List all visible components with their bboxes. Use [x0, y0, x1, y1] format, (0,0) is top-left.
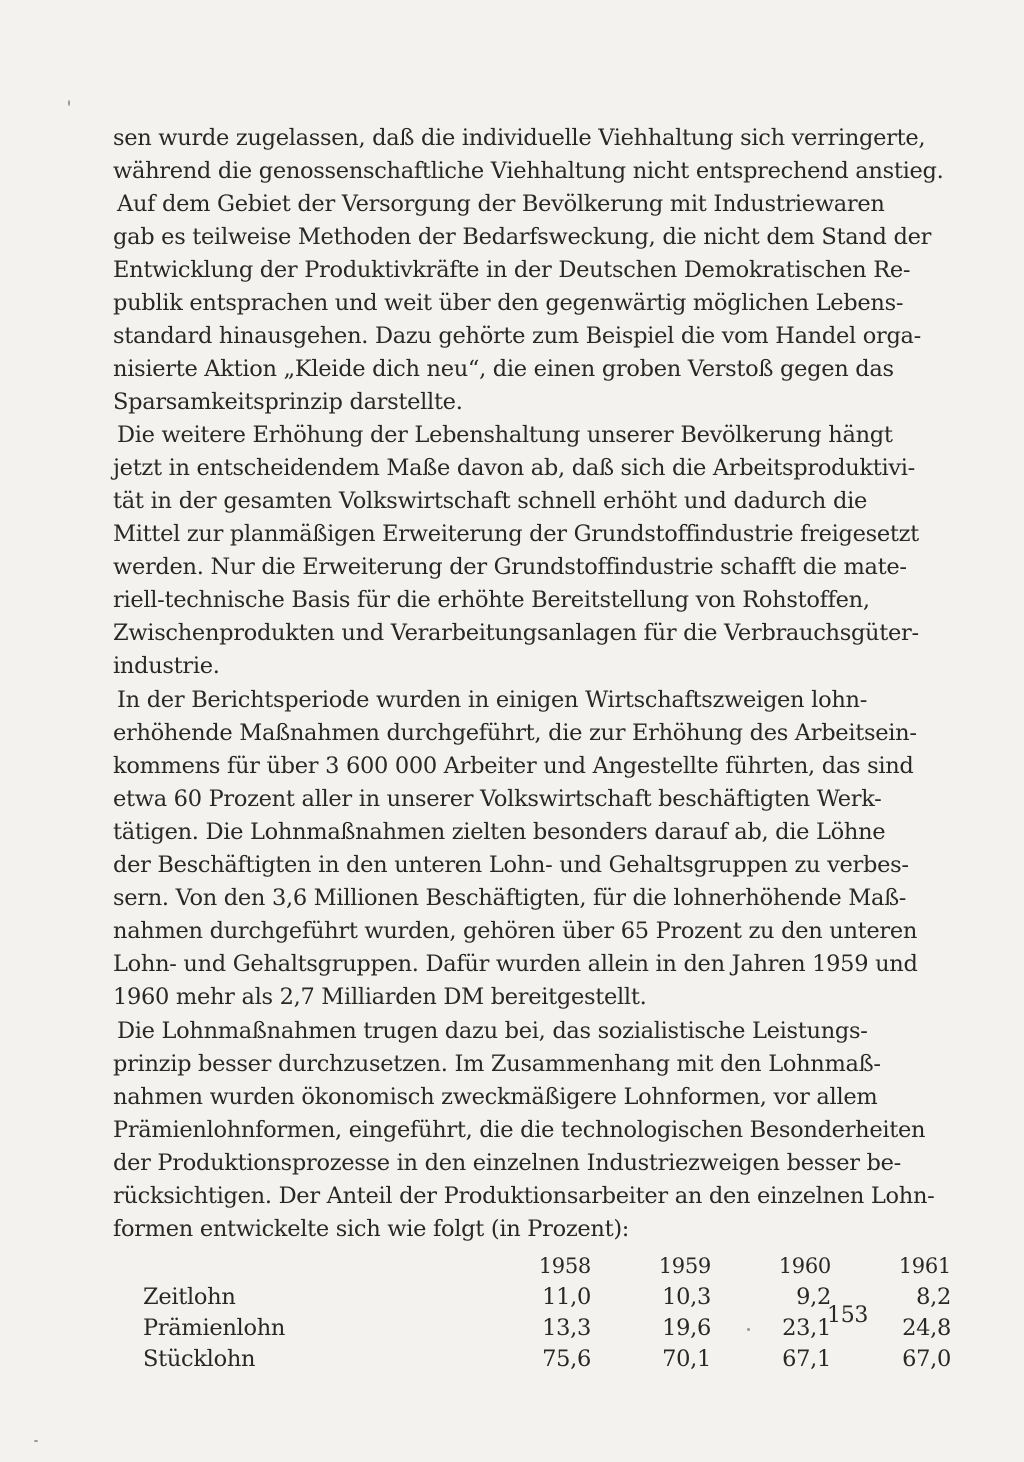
text-line: prinzip besser durchzusetzen. Im Zusammenhang mit den Lohnmaß- [113, 1051, 881, 1077]
table-header-row [113, 1250, 951, 1281]
table-header-blank [113, 1250, 383, 1281]
row-label: Stücklohn [143, 1345, 256, 1372]
table-cell: 19,6 [662, 1314, 711, 1341]
text-line: formen entwickelte sich wie folgt (in Prozent): [113, 1216, 630, 1242]
table-cell: 67,0 [902, 1345, 951, 1372]
page-number: 153 [827, 1303, 869, 1328]
text-line: der Produktionsprozesse in den einzelnen Industriezweigen besser be- [113, 1150, 901, 1176]
text-line: sen wurde zugelassen, daß die individuelle Viehhaltung sich verringerte, [113, 125, 926, 151]
table-cell: 24,8 [902, 1314, 951, 1341]
text-line: kommens für über 3 600 000 Arbeiter und Angestellte führten, das sind [113, 753, 914, 779]
text-line: tätigen. Die Lohnmaßnahmen zielten besonders darauf ab, die Löhne [113, 819, 886, 845]
paper-speck [68, 100, 70, 106]
text-line: Mittel zur planmäßigen Erweiterung der Grundstoffindustrie freigesetzt [113, 521, 919, 547]
text-line: riell-technische Basis für die erhöhte Bereitstellung von Rohstoffen, [113, 587, 870, 613]
text-line: nahmen durchgeführt wurden, gehören über 65 Prozent zu den unteren [113, 918, 918, 944]
text-line: Zwischenprodukten und Verarbeitungsanlagen für die Verbrauchsgüter- [113, 620, 919, 646]
text-line: Auf dem Gebiet der Versorgung der Bevölkerung mit Industriewaren [117, 191, 885, 217]
paper-speck [34, 1440, 38, 1442]
row-label: Prämienlohn [143, 1314, 286, 1341]
text-line: In der Berichtsperiode wurden in einigen Wirtschaftszweigen lohn- [117, 687, 867, 713]
text-line: standard hinausgehen. Dazu gehörte zum Beispiel die vom Handel orga- [113, 323, 921, 349]
text-line: publik entsprachen und weit über den gegenwärtig möglichen Lebens- [113, 290, 904, 316]
text-line: der Beschäftigten in den unteren Lohn- und Gehaltsgruppen zu verbes- [113, 852, 909, 878]
text-line: tät in der gesamten Volkswirtschaft schnell erhöht und dadurch die [113, 488, 867, 514]
text-line: rücksichtigen. Der Anteil der Produktionsarbeiter an den einzelnen Lohn- [113, 1183, 935, 1209]
text-line: Sparsamkeitsprinzip darstellte. [113, 389, 463, 415]
text-line: sern. Von den 3,6 Millionen Beschäftigten, für die lohnerhöhende Maß- [113, 885, 907, 911]
table-cell: 67,1 [782, 1345, 831, 1372]
table-cell: 23,1 [782, 1314, 831, 1341]
table-cell: 9,2 [796, 1283, 831, 1310]
text-line: Prämienlohnformen, eingeführt, die die technologischen Besonderheiten [113, 1117, 926, 1143]
text-line: jetzt in entscheidendem Maße davon ab, daß sich die Arbeitsproduktivi- [113, 455, 915, 481]
table-cell: 10,3 [662, 1283, 711, 1310]
year-header: 1961 [898, 1253, 951, 1278]
table-cell: 8,2 [916, 1283, 951, 1310]
text-line: werden. Nur die Erweiterung der Grundstoffindustrie schafft die mate- [113, 554, 907, 580]
text-line: Die weitere Erhöhung der Lebenshaltung unserer Bevölkerung hängt [117, 422, 893, 448]
text-line: 1960 mehr als 2,7 Milliarden DM bereitgestellt. [113, 984, 647, 1010]
table-cell: 11,0 [542, 1283, 591, 1310]
text-line: Die Lohnmaßnahmen trugen dazu bei, das sozialistische Leistungs- [117, 1018, 868, 1044]
text-line: erhöhende Maßnahmen durchgeführt, die zur Erhöhung des Arbeitsein- [113, 720, 917, 746]
text-line: gab es teilweise Methoden der Bedarfsweckung, die nicht dem Stand der [113, 224, 932, 250]
year-header: 1960 [778, 1253, 831, 1278]
text-line: Entwicklung der Produktivkräfte in der Deutschen Demokratischen Re- [113, 257, 911, 283]
table-cell: 75,6 [542, 1345, 591, 1372]
text-line: nahmen wurden ökonomisch zweckmäßigere Lohnformen, vor allem [113, 1084, 878, 1110]
table-row [113, 1281, 951, 1312]
table-cell: 13,3 [542, 1314, 591, 1341]
text-line: etwa 60 Prozent aller in unserer Volkswirtschaft beschäftigten Werk- [113, 786, 882, 812]
year-header: 1958 [538, 1253, 591, 1278]
wage-forms-table [113, 1250, 951, 1374]
text-line: während die genossenschaftliche Viehhaltung nicht entsprechend anstieg. [113, 158, 944, 184]
text-line: Lohn- und Gehaltsgruppen. Dafür wurden allein in den Jahren 1959 und [113, 951, 918, 977]
text-line: industrie. [113, 653, 220, 679]
table-cell: 70,1 [662, 1345, 711, 1372]
table-row [113, 1343, 951, 1374]
table-row [113, 1312, 951, 1343]
text-line: nisierte Aktion „Kleide dich neu“, die einen groben Verstoß gegen das [113, 356, 894, 382]
row-label: Zeitlohn [143, 1283, 236, 1310]
year-header: 1959 [658, 1253, 711, 1278]
